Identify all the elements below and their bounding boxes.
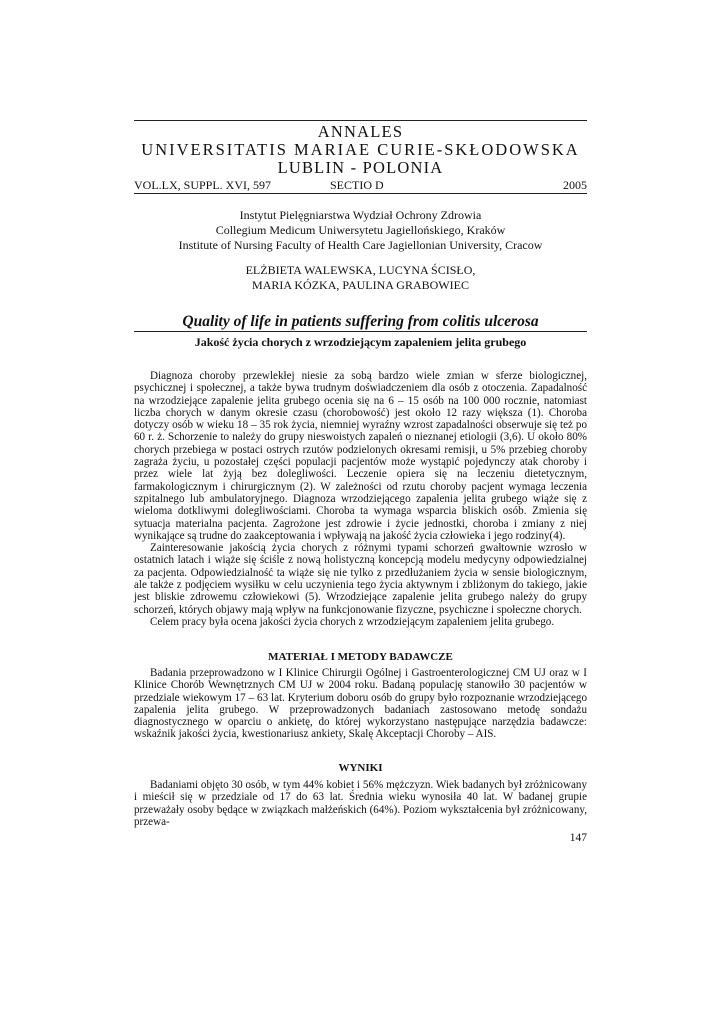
- volume-info: VOL.LX, SUPPL. XVI, 597: [134, 178, 272, 192]
- page-number: 147: [569, 832, 587, 844]
- section-heading-results: WYNIKI: [338, 762, 383, 774]
- affiliation-line: Collegium Medicum Uniwersytetu Jagiellońskiego, Kraków: [215, 223, 506, 237]
- affiliation-block: [134, 208, 587, 253]
- journal-title-line3: LUBLIN - POLONIA: [277, 158, 444, 177]
- paragraph: Celem pracy była ocena jakości życia chorych z wrzodziejącym zapaleniem jelita grubego.: [150, 615, 555, 628]
- affiliation-line: Institute of Nursing Faculty of Health Care Jagiellonian University, Cracow: [178, 238, 543, 252]
- article-title-english: Quality of life in patients suffering from colitis ulcerosa: [182, 313, 539, 330]
- authors-block: [134, 263, 587, 293]
- section-heading-methods: MATERIAŁ I METODY BADAWCZE: [268, 651, 453, 663]
- authors-line: MARIA KÓZKA, PAULINA GRABOWIEC: [252, 278, 469, 292]
- journal-title-line2: UNIVERSITATIS MARIAE CURIE-SKŁODOWSKA: [141, 140, 580, 159]
- paragraph: Diagnoza choroby przewlekłej niesie za sobą bardzo wiele zmian w sferze biologicznej, psychicznej i społecznej, a także bywa trudnym doświadczeniem dla osób z otoczenia. Zapadalność na wrzodziejące zapalenie jelita grubego ocenia się na 6 – 15 osób na 100 000 rocznie, natomiast liczba chorych w danym okresie czasu (chorobowość) jest około 12 razy większa (1). Choroba dotyczy osób w wieku 18 – 35 rok życia, niemniej wyraźny wzrost zapadalności obserwuje się też po 60 r. ż. Schorzenie to należy do grupy nieswoistych zapaleń o nieznanej etiologii (3,6). U około 80% chorych przebiega w postaci ostrych rzutów podzielonych okresami remisji, u 5% przebieg choroby zagraża życiu, u pozostałej części populacji pacjentów może wystąpić pojedynczy atak choroby i przez wiele lat żyją bez dolegliwości. Leczenie opiera się na leczeniu dietetycznym, farmakologicznym i chirurgicznym (2). W zależności od rzutu choroby pacjent wymaga leczenia szpitalnego lub ambulatoryjnego. Diagnoza wrzodziejącego zapalenia jelita grubego wiąże się z wieloma dotkliwymi dolegliwościami. Choroba ta wymaga wsparcia bliskich osób. Zmienia się sytuacja materialna pacjenta. Zagrożone jest zdrowie i życie jednostki, choroba i zmiany z niej wynikające są trudne do zaakceptowania i wpływają na jakość życia człowieka i jego rodziny(4).: [134, 370, 587, 542]
- methods-text: [134, 667, 587, 741]
- title-rule: [134, 331, 587, 332]
- year-info: 2005: [563, 178, 587, 192]
- results-text: [134, 779, 587, 828]
- header-top-rule: [134, 120, 587, 121]
- paragraph: Badaniami objęto 30 osób, w tym 44% kobiet i 56% mężczyzn. Wiek badanych był zróżnicowany i mieścił się w przedziale od 17 do 63 lat. Średnia wieku wynosiła 40 lat. W badanej grupie przeważały osoby będące w związkach małżeńskich (64%). Poziom wykształcenia był zróżnicowany, przewa-: [134, 779, 587, 828]
- authors-line: ELŻBIETA WALEWSKA, LUCYNA ŚCISŁO,: [245, 263, 476, 277]
- article-title-polish: Jakość życia chorych z wrzodziejącym zapaleniem jelita grubego: [194, 335, 527, 349]
- section-info: SECTIO D: [330, 178, 384, 192]
- paragraph: Badania przeprowadzono w I Klinice Chirurgii Ogólnej i Gastroenterologicznej CM UJ oraz w I Klinice Chorób Wewnętrznych CM UJ w 2004 roku. Badaną populację stanowiło 30 pacjentów w przedziale wiekowym 17 – 63 lat. Kryterium doboru osób do grupy było rozpoznanie wrzodziejącego zapalenia jelita grubego. W przeprowadzonych badaniach zastosowano metodę sondażu diagnostycznego w oparciu o ankietę, do której wykorzystano następujące narzędzia badawcze: wskaźnik jakości życia, kwestionariusz ankiety, Skalę Akceptacji Choroby – AIS.: [134, 667, 587, 741]
- affiliation-line: Instytut Pielęgniarstwa Wydział Ochrony Zdrowia: [239, 208, 482, 222]
- journal-title-line1: ANNALES: [317, 122, 404, 141]
- header-bottom-rule: [134, 193, 587, 194]
- paragraph: Zainteresowanie jakością życia chorych z różnymi typami schorzeń gwałtownie wzrosło w ostatnich latach i wiąże się ściśle z nową holistyczną koncepcją modelu medycyny odpowiedzialnej za pacjenta. Odpowiedzialność ta wiąże się nie tylko z przedłużaniem życia w sensie biologicznym, ale także z podjęciem wysiłku w celu uczynienia tego życia aktywnym i zbliżonym do takiego, jakie jest bliskie zdrowemu człowiekowi (5). Wrzodziejące zapalenie jelita grubego należy do grupy schorzeń, których objawy mają wpływ na funkcjonowanie fizyczne, psychiczne i społeczne chorych.: [134, 542, 587, 616]
- introduction-text: [134, 370, 587, 628]
